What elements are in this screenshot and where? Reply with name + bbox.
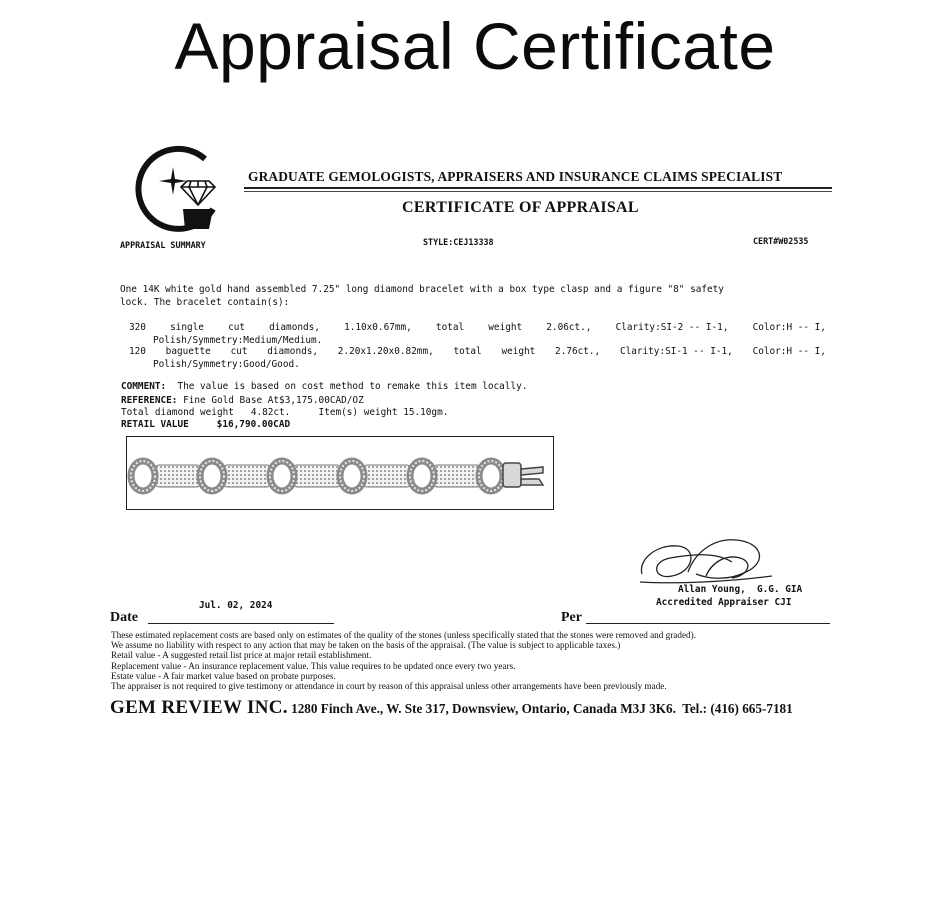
disclaimer-line: Retail value - A suggested retail list price at major retail establishment.	[111, 650, 372, 661]
diamond-cut: baguette	[165, 346, 211, 357]
diamond-size: 2.20x1.20x0.82mm,	[337, 346, 434, 357]
disclaimer-line: Estate value - A fair market value based on probate purposes.	[111, 670, 336, 681]
appraiser-name: Allan Young, G.G. GIA	[678, 584, 803, 595]
per-signature-line	[586, 623, 830, 624]
comment-label: COMMENT:	[121, 381, 167, 392]
diamond-finish: Polish/Symmetry:Good/Good.	[153, 359, 300, 370]
diamond-weight: 2.76ct.,	[555, 346, 601, 357]
diamond-text: weight	[488, 322, 523, 333]
page-title: Appraisal Certificate	[174, 9, 776, 83]
appraiser-title: Accredited Appraiser CJI	[656, 597, 792, 608]
gem-logo-icon	[133, 145, 223, 237]
comment-line	[121, 381, 527, 392]
date-signature-line	[148, 623, 334, 624]
retail-line	[121, 419, 290, 430]
diamond-weight: 2.06ct.,	[546, 322, 592, 333]
description-line: lock. The bracelet contain(s):	[120, 297, 290, 308]
reference-line	[121, 395, 364, 406]
certificate-number: CERT#W02535	[753, 236, 809, 246]
diamond-clarity: Clarity:SI-2 -- I-1,	[615, 322, 729, 333]
diamond-clarity: Clarity:SI-1 -- I-1,	[619, 346, 733, 357]
bracelet-image	[127, 437, 553, 509]
diamond-text: total	[453, 346, 482, 357]
appraisal-date: Jul. 02, 2024	[199, 600, 273, 611]
disclaimer-line: Replacement value - An insurance replacement value. This value requires to be updated once every two years.	[111, 660, 516, 671]
diamond-group-row	[129, 345, 826, 358]
diamond-text: cut	[230, 346, 248, 357]
reference-label: REFERENCE:	[121, 395, 178, 406]
diamond-size: 1.10x0.67mm,	[344, 322, 412, 333]
bracelet-photo	[126, 436, 554, 510]
diamond-cut: single	[170, 322, 204, 333]
comment-text: The value is based on cost method to remake this item locally.	[166, 381, 528, 392]
per-label: Per	[561, 610, 582, 625]
appraiser-signature	[636, 532, 776, 592]
style-number: STYLE:CEJ13338	[423, 237, 494, 247]
diamond-text: diamonds,	[267, 346, 319, 357]
company-footer	[110, 697, 793, 719]
disclaimer-line: We assume no liability with respect to any action that may be taken on the basis of the appraisal. (The value is subject to applicable taxes.)	[111, 640, 621, 651]
reference-text: Fine Gold Base At$3,175.00CAD/OZ	[177, 395, 364, 406]
diamond-text: diamonds,	[269, 322, 320, 333]
totals-line: Total diamond weight 4.82ct. Item(s) weight 15.10gm.	[121, 407, 449, 418]
disclaimer-line: The appraiser is not required to give testimony or attendance in court by reason of this appraisal unless other arrangements have been previously made.	[111, 681, 667, 692]
diamond-color: Color:H -- I,	[752, 322, 826, 333]
organization-line: GRADUATE GEMOLOGISTS, APPRAISERS AND INSURANCE CLAIMS SPECIALIST	[248, 169, 783, 184]
company-address: 1280 Finch Ave., W. Ste 317, Downsview, Ontario, Canada M3J 3K6. Tel.: (416) 665-7181	[287, 701, 793, 716]
date-label: Date	[110, 610, 138, 625]
header-rule	[244, 191, 832, 192]
diamond-text: weight	[501, 346, 536, 357]
diamond-group-row	[129, 321, 826, 334]
diamond-color: Color:H -- I,	[752, 346, 826, 357]
diamond-finish: Polish/Symmetry:Medium/Medium.	[153, 335, 323, 346]
description-line: One 14K white gold hand assembled 7.25" long diamond bracelet with a box type clasp and a figure "8" safety	[120, 284, 724, 295]
header-rule	[244, 187, 832, 189]
diamond-count: 320	[129, 322, 146, 333]
retail-value: $16,790.00CAD	[216, 419, 291, 430]
company-name: GEM REVIEW INC.	[110, 697, 288, 718]
diamond-text: cut	[228, 322, 245, 333]
certificate-heading: CERTIFICATE OF APPRAISAL	[402, 199, 639, 216]
disclaimer-block	[111, 630, 841, 691]
disclaimer-line: These estimated replacement costs are based only on estimates of the quality of the stones (unless specifically stated that the stones were removed and graded).	[111, 630, 696, 640]
summary-label: APPRAISAL SUMMARY	[120, 240, 206, 250]
diamond-count: 120	[129, 346, 146, 357]
diamond-text: total	[435, 322, 465, 333]
retail-label: RETAIL VALUE	[121, 419, 189, 430]
